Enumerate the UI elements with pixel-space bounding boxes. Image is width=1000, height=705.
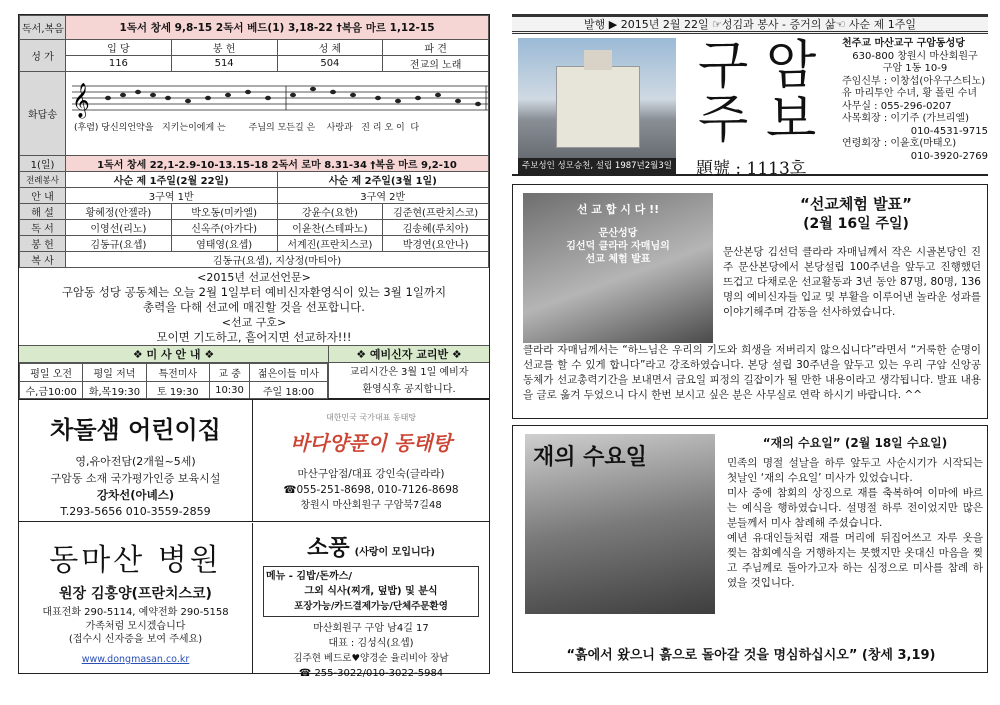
- sopung-line: ☎ 255-3022/010-3022-5984: [298, 668, 444, 679]
- parish-president: 사목회장 : 이기주 (가브리엘): [842, 113, 969, 124]
- motto-title: <선교 구호>: [221, 316, 287, 329]
- article2-body: [727, 456, 983, 636]
- right-page: [512, 14, 988, 674]
- title-char: 주: [698, 90, 749, 150]
- service-cell: 김동규(요셉), 지상정(마티아): [66, 252, 489, 268]
- photo-banner: 선 교 합 시 다 !!: [576, 203, 660, 216]
- motto: 모이면 기도하고, 흩어지면 선교하자!!!: [156, 330, 352, 344]
- issue-number: 題號 : 1113호: [696, 159, 807, 179]
- mass-header: 평일 오전: [20, 364, 83, 382]
- parish-nuns: 유 마리투안 수녀, 황 폴린 수녀: [842, 88, 977, 99]
- mass-time: 수,금10:00: [20, 382, 83, 399]
- ad-daycare: [19, 400, 253, 522]
- service-cell: 서계진(프란치스코): [277, 236, 383, 252]
- service-cell: 신옥주(아가다): [171, 220, 277, 236]
- ads-grid: [19, 400, 489, 679]
- photo-banner: 재의 수요일: [533, 445, 647, 470]
- reading-text-2: 1독서 창세 22,1-2.9-10-13.15-18 2독서 로마 8.31-34 †복음 마르 9,2-10: [66, 156, 489, 172]
- parish-address: 구암 1동 10-9: [882, 63, 948, 74]
- service-row-label: 독 서: [20, 220, 66, 236]
- reading-text: 1독서 창세 9,8-15 2독서 베드(1) 3,18-22 †복음 마르 1,12-15: [66, 16, 489, 40]
- masthead: [512, 36, 988, 179]
- mass-header: 교 중: [210, 364, 250, 382]
- service-week: 사순 제 2주일(3월 1일): [277, 172, 489, 188]
- hospital-line: 대표전화 290-5114, 예약전화 290-5158: [42, 607, 229, 618]
- parish-president-phone: 010-4531-9715: [910, 125, 988, 137]
- parish-pastor: 주임신부 : 이창섭(아우구스티노): [842, 75, 986, 87]
- ad-dongtae: [253, 400, 489, 522]
- sopung-line: 대표 : 김성식(요셉): [328, 638, 414, 649]
- service-cell: 이영선(리노): [66, 220, 172, 236]
- church-photo: [518, 38, 676, 174]
- service-cell: 염태영(요셉): [171, 236, 277, 252]
- sopung-name: 소풍: [307, 536, 350, 561]
- article2-title: “재의 수요일” (2월 18일 수요일): [762, 436, 948, 450]
- hymn-header: 봉 헌: [171, 40, 277, 56]
- daycare-line: 영,유아전담(2개월~5세): [75, 455, 196, 468]
- article2-paragraph: 예년 유대인들처럼 재를 머리에 뒤집어쓰고 자루 옷을 찢는 참회예식을 거행하지는 못했지만 옷대신 마음을 찢고 주님께로 돌아가고자 하는 심정으로 미사를 참례 하였을 것입니다.: [727, 532, 983, 589]
- service-cell: 김송혜(루치아): [383, 220, 489, 236]
- hospital-director: 원장 김홍양(프란치스코): [59, 586, 212, 602]
- parish-youth: 연령회장 : 이윤호(마태오): [842, 138, 957, 149]
- hymn-header: 입 당: [66, 40, 172, 56]
- article1-paragraph: 문산본당 김선덕 클라라 자매님께서 작은 시골본당인 진주 문산본당에서 본당설립 100주년을 앞두고 진행했던 뜨겁고 다채로운 선교활동과 3년 동안 87명, 80명, 136명의 예비신자들 입교 및 부활을 이루어낸 놀라운 성과를 이야기해주며 감동을 선사하였습니다.: [723, 246, 981, 318]
- title-char: 암: [766, 36, 817, 96]
- hospital-url[interactable]: www.dongmasan.co.kr: [81, 654, 190, 665]
- hymn-value: 514: [171, 56, 277, 72]
- service-week: 사순 제 1주일(2월 22일): [66, 172, 278, 188]
- article2-paragraph: 민족의 명절 설날을 하루 앞두고 사순시기가 시작되는 첫날인 ‘재의 수요일’ 미사가 있었습니다.: [727, 457, 983, 484]
- hymn-value: 전교의 노래: [383, 56, 489, 72]
- service-label: 전례봉사: [20, 172, 66, 188]
- service-cell: 이윤찬(스테파노): [277, 220, 383, 236]
- chant-lyrics: (후렴) 당신의언약을 지키는이에게 는 주님의 모든길 은 사랑과 진 리 오 이 다: [74, 123, 420, 133]
- mass-header: 특전미사: [146, 364, 209, 382]
- mass-time: 토 19:30: [146, 382, 209, 399]
- hymn-value: 504: [277, 56, 383, 72]
- photo-text: 선교 체험 발표: [585, 254, 651, 265]
- article1-photo: [523, 193, 713, 343]
- catechumen-line: 교리시간은 3월 1일 예비자: [349, 367, 469, 378]
- mass-header: 평일 저녁: [83, 364, 146, 382]
- title-char: 보: [766, 90, 817, 150]
- mass-time: 10:30: [210, 382, 250, 399]
- dongtae-line: 마산구암점/대표 강인숙(글라라): [297, 468, 445, 480]
- sopung-line: 김주현 베드로♥양경순 율리비아 장남: [293, 653, 449, 664]
- declaration-line: 총력을 다해 선교에 매진할 것을 선포합니다.: [143, 300, 365, 314]
- hymn-label: 성 가: [20, 40, 66, 72]
- header-bar: 발행 ▶ 2015년 2월 22일 ☞성김과 봉사 - 증거의 삶☜ 사순 제 1주일: [512, 14, 988, 34]
- declaration-title: <2015년 선교선언문>: [197, 271, 311, 284]
- dongtae-name: 바다양푼이 동태탕: [290, 431, 452, 455]
- photo-text: 문산성당: [598, 228, 638, 239]
- photo-text: 김선덕 클라라 자매님의: [566, 241, 670, 252]
- sopung-menu: 메뉴 - 김밥/돈까스/: [266, 571, 353, 582]
- service-row-label: 봉 헌: [20, 236, 66, 252]
- dongtae-top: 대한민국 국가대표 동태탕: [325, 413, 417, 422]
- mass-table: [19, 363, 328, 399]
- article2-photo: [525, 434, 715, 614]
- catechumen-title: ❖ 예비신자 교리반 ❖: [329, 346, 489, 363]
- mass-title: ❖ 미 사 안 내 ❖: [19, 346, 328, 363]
- article1-paragraph: 클라라 자매님께서는 “하느님은 우리의 기도와 희생을 저버리지 않으십니다”라면서 “거룩한 순명이 선교를 할 수 있게 합니다”라고 강조하였습니다. 본당 설립 30주년을 앞두고 있는 우리 구암 신앙공동체가 선교총력기간을 보내면서 금요일 피정의 길잡이가 될 만한 내용이라고 생각됩니다. 발표 내용을 글로 옮겨 두었으니 다시 한번 보시고 싶은 분은 사무실로 연락 하시기 바랍니다. ^^: [523, 344, 981, 401]
- service-row-label: 복 사: [20, 252, 66, 268]
- mission-declaration: [19, 268, 489, 346]
- service-cell: 강윤수(요한): [277, 204, 383, 220]
- service-cell: 박오동(미카엘): [171, 204, 277, 220]
- hymn-value: 116: [66, 56, 172, 72]
- service-row-label: 안 내: [20, 188, 66, 204]
- reading-label-2: 1(일): [20, 156, 66, 172]
- service-cell: 3구역 2반: [277, 188, 489, 204]
- article-ash-wednesday: [512, 425, 988, 673]
- title-char: 구: [698, 36, 749, 96]
- ad-hospital: [19, 523, 253, 673]
- dongtae-line: ☎055-251-8698, 010-7126-8698: [283, 484, 459, 496]
- service-cell: 황혜정(안젤라): [66, 204, 172, 220]
- hospital-line: 가족처럼 모시겠습니다: [85, 621, 186, 632]
- parish-address: 630-800 창원시 마산회원구: [852, 50, 978, 62]
- hymn-header: 성 체: [277, 40, 383, 56]
- svg-text:𝄞: 𝄞: [72, 83, 90, 118]
- sopung-menu: 그외 식사(찌개, 덮밥) 및 분식: [304, 586, 438, 597]
- reading-label: 독서,복음: [20, 16, 66, 40]
- daycare-line: T.293-5656 010-3559-2859: [60, 505, 211, 518]
- service-cell: 박경연(요안나): [383, 236, 489, 252]
- article1-title: “선교체험 발표”: [800, 195, 912, 213]
- liturgy-table: [19, 15, 489, 268]
- ad-sopung: [253, 523, 489, 679]
- left-page: [18, 14, 490, 679]
- mass-time: 주일 18:00: [250, 382, 328, 399]
- article2-quote: “흙에서 왔으니 흙으로 돌아갈 것을 명심하십시오” (창세 3,19): [566, 648, 936, 663]
- service-row-label: 해 설: [20, 204, 66, 220]
- article1-subtitle: (2월 16일 주일): [803, 216, 909, 232]
- article2-paragraph: 미사 중에 참회의 상징으로 재를 축복하여 이마에 바르는 예식을 행하였습니다. 설명절 하루 전이었지만 많은 분들께서 미사 참례해 주셨습니다.: [727, 487, 983, 529]
- hymn-header: 파 견: [383, 40, 489, 56]
- mass-header: 젊은이들 미사: [250, 364, 328, 382]
- sopung-sub: (사랑이 모입니다): [354, 547, 435, 558]
- hospital-line: (접수시 신자증을 보여 주세요): [68, 634, 203, 645]
- dongtae-line: 창원시 마산회원구 구암북7길48: [300, 500, 442, 511]
- hospital-name: 동마산 병원: [49, 543, 222, 578]
- parish-name: 천주교 마산교구 구암동성당: [842, 38, 965, 49]
- sopung-line: 마산회원구 구암 남4길 17: [313, 623, 429, 634]
- daycare-name: 차돌샘 어린이집: [50, 416, 221, 444]
- parish-info: [842, 38, 988, 163]
- chant-label: 화답송: [20, 72, 66, 156]
- daycare-line: 구암동 소재 국가평가인증 보육시설: [50, 472, 221, 485]
- photo-caption: 주보성인 성모승천, 설립 1987년2월3일: [518, 158, 676, 174]
- service-cell: 김동규(요셉): [66, 236, 172, 252]
- service-cell: 3구역 1반: [66, 188, 278, 204]
- catechumen-line: 환영식후 공지합니다.: [362, 384, 456, 395]
- service-cell: 김준현(프란치스코): [383, 204, 489, 220]
- parish-office: 사무실 : 055-296-0207: [842, 100, 952, 112]
- article-mission: [512, 184, 988, 419]
- declaration-line: 구암동 성당 공동체는 오늘 2월 1일부터 예비신자환영식이 있는 3월 1일까지: [61, 285, 447, 299]
- chant-score: [66, 72, 489, 156]
- parish-youth-phone: 010-3920-2769: [910, 150, 988, 162]
- sopung-menu: 포장가능/카드결제가능/단체주문환영: [294, 601, 448, 612]
- mass-section: [19, 346, 489, 400]
- mass-time: 화,목19:30: [83, 382, 146, 399]
- daycare-line: 강차선(아녜스): [96, 488, 175, 502]
